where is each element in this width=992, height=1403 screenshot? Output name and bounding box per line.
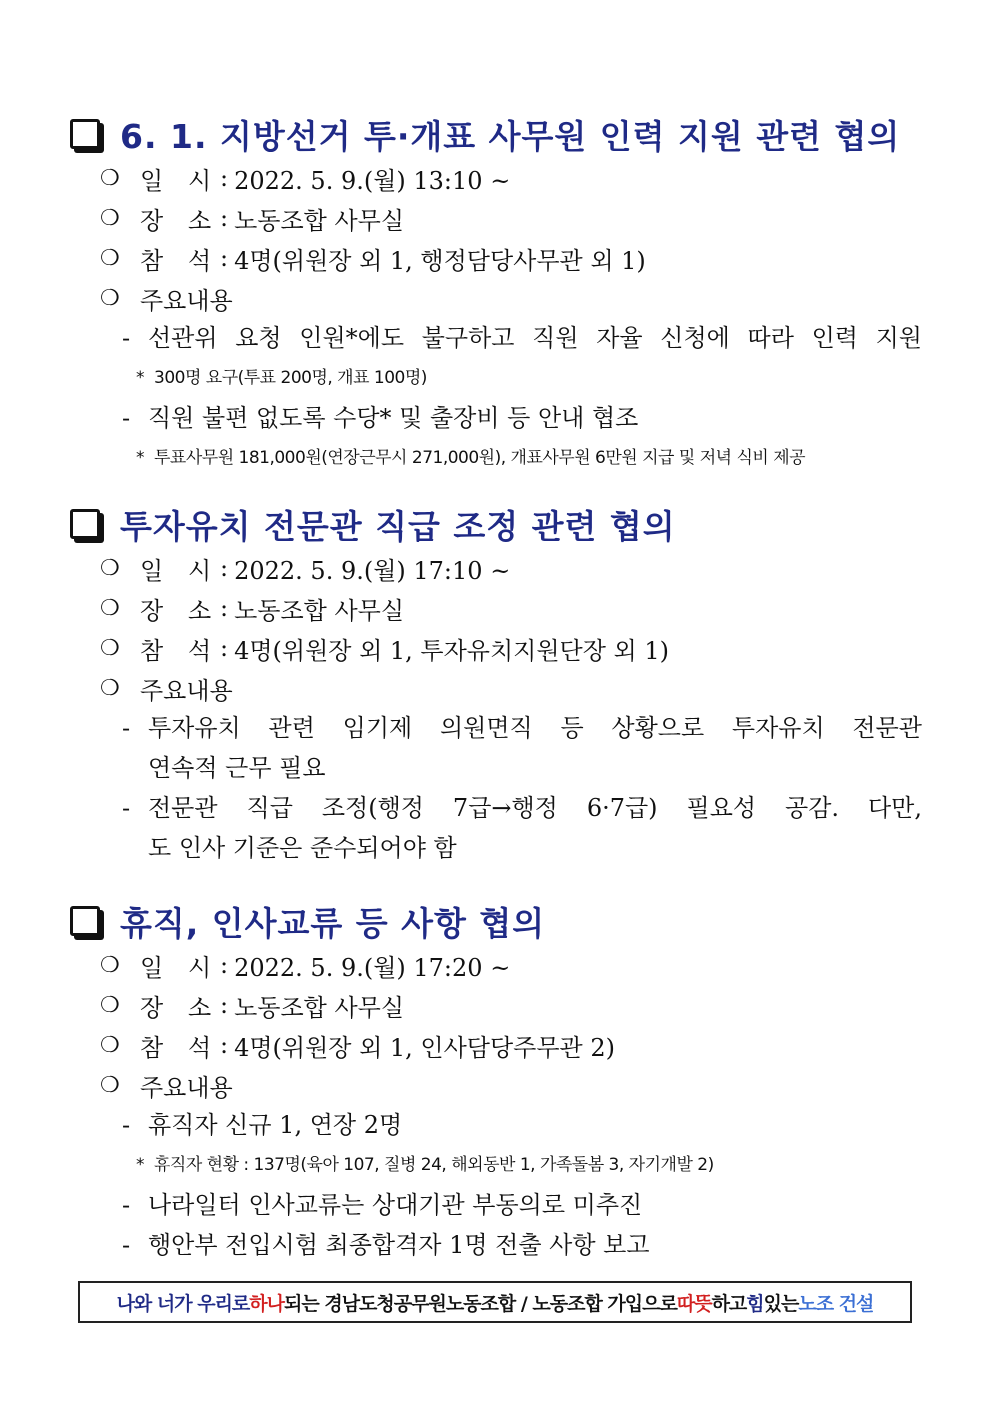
circle-bullet-icon: ❍ — [100, 285, 120, 311]
date-row — [100, 945, 930, 985]
point-text: 직원 불편 없도록 수당* 및 출장비 등 안내 협조 — [148, 404, 639, 432]
checkbox-square-icon — [70, 509, 100, 539]
content-row — [100, 1065, 930, 1105]
point-text: 휴직자 신규 1, 연장 2명 — [148, 1111, 403, 1139]
footnote — [136, 1145, 930, 1185]
slogan-part: 하고 — [711, 1292, 747, 1315]
colon: : — [220, 634, 229, 662]
attend-label: 참 — [140, 636, 164, 665]
star: * — [136, 1155, 144, 1175]
circle-bullet-icon: ❍ — [100, 245, 120, 271]
dash: - — [122, 324, 131, 352]
date-value: 2022. 5. 9.(월) 13:10 ~ — [234, 166, 511, 195]
circle-bullet-icon: ❍ — [100, 165, 120, 191]
date-row — [100, 158, 930, 198]
content-point — [122, 1225, 922, 1265]
attend-row — [100, 1025, 930, 1065]
section-heading — [70, 897, 930, 945]
dash: - — [122, 1111, 131, 1139]
dash: - — [122, 794, 131, 822]
colon: : — [220, 594, 229, 622]
section-leave-exchange — [70, 897, 930, 1265]
attend-value: 4명(위원장 외 1, 행정담당사무관 외 1) — [234, 246, 646, 275]
place-label: 장 — [140, 596, 164, 625]
dash: - — [122, 1191, 131, 1219]
date-label: 일 — [140, 556, 164, 585]
date-label-2: 시 — [188, 953, 212, 982]
content-label: 주요내용 — [140, 676, 233, 705]
dash: - — [122, 404, 131, 432]
slogan-highlight: 힘 — [746, 1292, 764, 1315]
date-label: 일 — [140, 953, 164, 982]
section-election-support — [70, 110, 930, 478]
place-row — [100, 588, 930, 628]
place-value: 노동조합 사무실 — [234, 206, 405, 235]
date-label-2: 시 — [188, 166, 212, 195]
content-point — [122, 708, 922, 748]
point-continuation: 도 인사 기준은 준수되어야 함 — [148, 834, 457, 862]
attend-value: 4명(위원장 외 1, 투자유치지원단장 외 1) — [234, 636, 669, 665]
checkbox-square-icon — [70, 906, 100, 936]
section-title: 휴직, 인사교류 등 사항 협의 — [120, 903, 546, 943]
place-label: 장 — [140, 993, 164, 1022]
colon: : — [220, 554, 229, 582]
colon: : — [220, 1031, 229, 1059]
place-label-2: 소 — [188, 596, 212, 625]
date-value: 2022. 5. 9.(월) 17:20 ~ — [234, 953, 511, 982]
circle-bullet-icon: ❍ — [100, 595, 120, 621]
place-row — [100, 198, 930, 238]
section-investment-specialist — [70, 500, 930, 868]
place-label-2: 소 — [188, 206, 212, 235]
section-title: 6. 1. 지방선거 투·개표 사무원 인력 지원 관련 협의 — [120, 116, 901, 156]
note-text: 휴직자 현황 : 137명(육아 107, 질병 24, 해외동반 1, 가족돌봄 3, 자기개발 2) — [154, 1155, 714, 1175]
place-label-2: 소 — [188, 993, 212, 1022]
circle-bullet-icon: ❍ — [100, 205, 120, 231]
slogan-highlight: 하나 — [249, 1292, 285, 1315]
note-text: 300명 요구(투표 200명, 개표 100명) — [154, 368, 427, 388]
content-point — [122, 398, 922, 438]
slogan-part: 있는 — [763, 1292, 799, 1315]
slogan-part: 되는 경남도청공무원노동조합 / 노동조합 가입으로 — [284, 1292, 677, 1315]
content-point — [122, 318, 922, 358]
footnote — [136, 358, 930, 398]
circle-bullet-icon: ❍ — [100, 992, 120, 1018]
content-point — [122, 1105, 922, 1145]
dash: - — [122, 714, 131, 742]
point-text: 행안부 전입시험 최종합격자 1명 전출 사항 보고 — [148, 1231, 650, 1259]
colon: : — [220, 244, 229, 272]
point-text: 나라일터 인사교류는 상대기관 부동의로 미추진 — [148, 1191, 643, 1219]
attend-label-2: 석 — [188, 1033, 212, 1062]
footnote — [136, 438, 930, 478]
point-text: 전문관 직급 조정(행정 7급→행정 6·7급) 필요성 공감. 다만, — [148, 794, 922, 822]
circle-bullet-icon: ❍ — [100, 555, 120, 581]
colon: : — [220, 991, 229, 1019]
point-text: 투자유치 관련 임기제 의원면직 등 상황으로 투자유치 전문관 — [148, 714, 922, 742]
place-label: 장 — [140, 206, 164, 235]
note-text: 투표사무원 181,000원(연장근무시 271,000원), 개표사무원 6만원 지급 및 저녁 식비 제공 — [154, 448, 806, 468]
attend-label: 참 — [140, 1033, 164, 1062]
slogan-highlight: 따뜻 — [676, 1292, 712, 1315]
circle-bullet-icon: ❍ — [100, 635, 120, 661]
circle-bullet-icon: ❍ — [100, 952, 120, 978]
attend-label-2: 석 — [188, 246, 212, 275]
attend-label-2: 석 — [188, 636, 212, 665]
date-value: 2022. 5. 9.(월) 17:10 ~ — [234, 556, 511, 585]
content-label: 주요내용 — [140, 286, 233, 315]
slogan-part: 나와 너가 우리로 — [116, 1292, 250, 1315]
content-row — [100, 668, 930, 708]
slogan-highlight: 노조 건설 — [798, 1292, 874, 1315]
dash: - — [122, 1231, 131, 1259]
place-row — [100, 985, 930, 1025]
section-title: 투자유치 전문관 직급 조정 관련 협의 — [120, 506, 676, 546]
star: * — [136, 368, 144, 388]
colon: : — [220, 164, 229, 192]
section-heading — [70, 110, 930, 158]
content-label: 주요내용 — [140, 1073, 233, 1102]
date-row — [100, 548, 930, 588]
place-value: 노동조합 사무실 — [234, 993, 405, 1022]
attend-row — [100, 628, 930, 668]
union-slogan-banner — [78, 1281, 912, 1323]
content-point — [122, 788, 922, 828]
date-label-2: 시 — [188, 556, 212, 585]
star: * — [136, 448, 144, 468]
date-label: 일 — [140, 166, 164, 195]
colon: : — [220, 951, 229, 979]
attend-value: 4명(위원장 외 1, 인사담당주무관 2) — [234, 1033, 615, 1062]
colon: : — [220, 204, 229, 232]
circle-bullet-icon: ❍ — [100, 1032, 120, 1058]
content-point — [122, 1185, 922, 1225]
point-text: 선관위 요청 인원*에도 불구하고 직원 자율 신청에 따라 인력 지원 — [148, 324, 922, 352]
attend-label: 참 — [140, 246, 164, 275]
attend-row — [100, 238, 930, 278]
checkbox-square-icon — [70, 119, 100, 149]
circle-bullet-icon: ❍ — [100, 1072, 120, 1098]
point-continuation: 연속적 근무 필요 — [148, 754, 326, 782]
place-value: 노동조합 사무실 — [234, 596, 405, 625]
circle-bullet-icon: ❍ — [100, 675, 120, 701]
section-heading — [70, 500, 930, 548]
content-row — [100, 278, 930, 318]
